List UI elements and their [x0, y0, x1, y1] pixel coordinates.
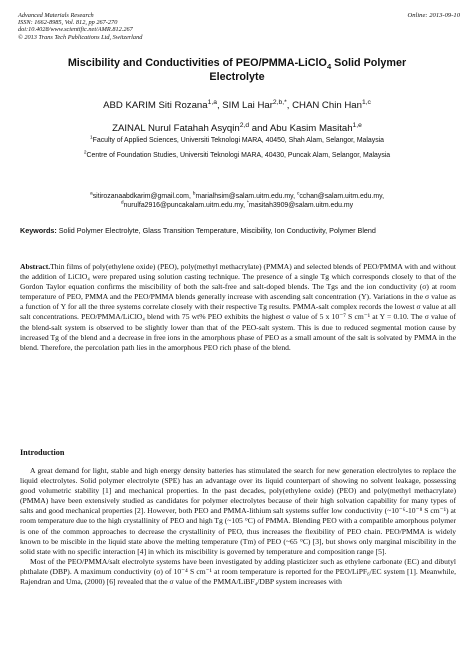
author-4-sup: 2,d — [239, 121, 250, 129]
online-date: Online: 2013-09-10 — [407, 12, 460, 19]
email-c[interactable]: cchan@salam.uitm.edu.my — [299, 193, 383, 200]
affiliation-2-sup: 2 — [83, 150, 87, 156]
affiliation-1-text: Faculty of Applied Sciences, Universiti Teknologi MARA, 40450, Shah Alam, Selangor, Malaysia — [92, 137, 385, 144]
author-2: , SIM Lai Har — [216, 100, 273, 111]
journal-header — [18, 12, 460, 41]
introduction-body — [20, 466, 456, 587]
email-e[interactable]: masitah3909@salam.uitm.edu.my — [248, 202, 354, 210]
affiliations — [22, 136, 452, 166]
email-c-sup: c — [296, 191, 300, 197]
email-b-sup: b — [192, 191, 196, 197]
email-d[interactable]: nurulfa2916@puncakalam.uitm.edu.my — [123, 202, 244, 210]
author-list — [18, 94, 456, 140]
author-3: , CHAN Chin Han — [286, 100, 362, 111]
email-a-sup: a — [90, 191, 93, 197]
keywords-text: Solid Polymer Electrolyte, Glass Transition Temperature, Miscibility, Ion Conductivity, Polymer Blend — [58, 226, 376, 235]
email-e-sup: * — [246, 200, 249, 206]
email-a[interactable]: sitirozanaabdkarim@gmail.com — [92, 193, 189, 200]
journal-name: Advanced Materials Research — [18, 12, 94, 19]
affiliation-2-text: Centre of Foundation Studies, Universiti Teknologi MARA, 40430, Puncak Alam, Selangor, Malaysia — [86, 152, 391, 160]
author-3-sup: 1,c — [361, 98, 371, 106]
author-1-sup: 1,a — [207, 98, 217, 106]
author-5-sup: 1,e — [352, 121, 362, 129]
abstract-label: Abstract. — [20, 262, 51, 271]
keywords-label: Keywords: — [20, 226, 57, 235]
affiliation-2 — [22, 151, 452, 160]
paper-title — [20, 56, 454, 84]
author-4: ZAINAL Nurul Fatahah Asyqin — [112, 123, 240, 134]
title-sub: 4 — [326, 62, 332, 72]
intro-paragraph-2: Most of the PEO/PMMA/salt electrolyte systems have been investigated by adding plasticizer such as ethylene carbonate (EC) and dibutyl phthalate (DBP). A maximum conductivity (σ) of 10⁻⁴ S cm⁻¹ at room temperature is reported for the PEO/LiPF₆/EC system [1]. Meanwhile, Rajendran and Uma, (2000) [6] revealed that the σ value of the PMMA/LiBF₄/DBP system increases with — [20, 556, 456, 587]
keywords — [20, 226, 456, 235]
title-line2: Electrolyte — [209, 71, 265, 83]
journal-doi[interactable]: doi:10.4028/www.scientific.net/AMR.812.267 — [18, 26, 133, 34]
email-d-sup: d — [120, 200, 124, 206]
intro-paragraph-1: A great demand for light, stable and high energy density batteries has stimulated the search for new generation electrolytes to replace the liquid electrolytes. Solid polymer electrolyte (SPE) has an advantage over its liquid counterpart of showing no solvent leakage, possessing good volumetric stability [1] and mechanical properties. In the past decades, poly(ethylene oxide) (PEO) and poly(methyl methacrylate) (PMMA) have been extensively studied as candidates for polymer electrolytes because of their high solvation capability for many types of salts and good mechanical properties [2]. However, both PEO and PMMA-lithium salt systems suffer low conductivity (~10⁻⁶-10⁻⁸ S cm⁻¹) at room temperature due to the high crystallinity of PEO and high Tg (~105 °C) of PMMA. Blending PEO with a compatible amorphous polymer is one of the common approaches to decrease the crystallinity of PEO, thus increases the flexibility of PEO chain. PEO/PMMA is widely known to be miscible in the liquid state above the melting temperature (Tm) of PEO (~65 °C) [3], but shows only marginal miscibility in the solid state with no specific interaction [4] in which its miscibility is governed by temperature and composition range [5]. — [20, 466, 456, 556]
author-2-sup: 2,b,* — [272, 98, 287, 106]
email-b[interactable]: marialhsim@salam.uitm.edu.my — [195, 193, 294, 200]
journal-issn: ISSN: 1662-8985, Vol. 812, pp 267-270 — [18, 19, 118, 27]
journal-copyright: © 2013 Trans Tech Publications Ltd, Switzerland — [18, 33, 143, 41]
abstract-text: Thin films of poly(ethylene oxide) (PEO), poly(methyl methacrylate) (PMMA) and selected blends of PEO/PMMA with and without the addition of LiClO₄ were prepared using solution casting technique. The presence of a single Tg which corresponds closely to that of the Gordon Taylor equation confirms the miscibility of both the salt-free and salt-doped blends. The Tgs and the ion conductivity (σ) at room temperature of PEO, PMMA and the PEO/PMMA blends generally increase with ascending salt concentration (Y). Variations in the σ value as a function of Y for all the three systems correlate closely with their respective Tg results. PMMA-salt complex records the lowest σ value at all salt concentrations. PEO/PMMA/LiClO₄ blend with 75 wt% PEO exhibits the highest σ value of 5 x 10⁻⁷ S cm⁻¹ at Y = 0.10. The σ value of the blend-salt system is observed to be slightly lower than that of the PEO-salt system. This is due to reduced segmental motion cause by increased Tg of the blend and a decrease in free ions in the amorphous phase of PEO as a small amount of the salt is solvated by PMMA in the blend. Therefore, the percolation path lies in the amorphous PEO rich phase of the blend. — [20, 262, 456, 352]
title-line1: Miscibility and Conductivities of PEO/PMMA-LiClO — [67, 57, 327, 69]
author-5: and Abu Kasim Masitah — [249, 123, 353, 134]
affiliation-1 — [22, 136, 452, 145]
affiliation-1-sup: 1 — [89, 135, 93, 141]
email-list: $^a$sitirozanaabdkarim@gmail.com, $^b$marialhsim@salam.uitm.edu.my, $^c$cchan@salam.uitm.edu.my, $^d$nurulfa2916@puncakalam.uitm.edu.my, *masitah3909@salam.uitm.edu.my — [90, 191, 384, 210]
abstract — [20, 262, 456, 353]
title-line1-end: Solid Polymer — [331, 57, 407, 69]
section-heading-introduction: Introduction — [20, 448, 65, 457]
author-1: ABD KARIM Siti Rozana — [103, 100, 208, 111]
